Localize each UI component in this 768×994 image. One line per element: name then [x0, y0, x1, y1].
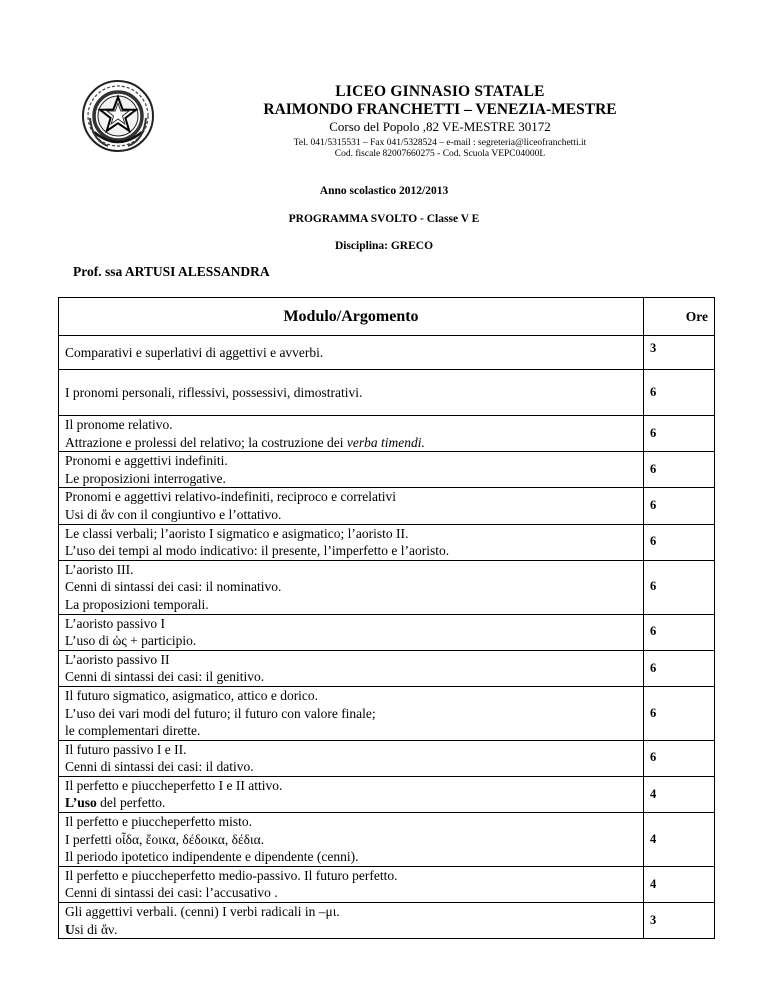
- topic-line: I perfetti οἶδα, ἔοικα, δέδοικα, δέδια.: [65, 831, 265, 847]
- hours-cell: 4: [644, 813, 715, 867]
- topic-cell: [59, 336, 644, 370]
- topic-line: L’aoristo passivo I: [65, 615, 165, 631]
- topic-line: I pronomi personali, riflessivi, possessivi, dimostrativi.: [65, 384, 363, 400]
- topic-cell: [59, 488, 644, 524]
- table-row: [59, 524, 715, 560]
- topic-line: Attrazione e prolessi del relativo; la costruzione dei verba timendi.: [65, 434, 425, 450]
- school-year: Anno scolastico 2012/2013: [319, 185, 449, 197]
- table-row: [59, 866, 715, 902]
- table-row: [59, 776, 715, 812]
- topic-cell: [59, 866, 644, 902]
- teacher-name: Prof. ssa ARTUSI ALESSANDRA: [73, 264, 270, 279]
- table-row: [59, 336, 715, 370]
- topic-line: Usi di ἄν con il congiuntivo e l’ottativo.: [65, 506, 282, 522]
- topic-line: Usi di ἄν.: [65, 921, 118, 937]
- topic-line: Gli aggettivi verbali. (cenni) I verbi radicali in –μι.: [65, 904, 340, 920]
- topic-cell: [59, 416, 644, 452]
- topic-line: Il perfetto e piuccheperfetto misto.: [65, 814, 253, 830]
- topic-line: Pronomi e aggettivi relativo-indefiniti, reciproco e correlativi: [65, 489, 397, 505]
- hours-cell: 6: [644, 524, 715, 560]
- program-title: PROGRAMMA SVOLTO - Classe V E: [288, 213, 480, 225]
- topic-line: Comparativi e superlativi di aggettivi e avverbi.: [65, 344, 324, 360]
- table-header-row: [59, 298, 715, 336]
- table-row: [59, 614, 715, 650]
- topic-line: le complementari dirette.: [65, 723, 201, 739]
- topic-line: Il perfetto e piuccheperfetto I e II attivo.: [65, 777, 283, 793]
- topic-cell: [59, 614, 644, 650]
- school-subtitle: RAIMONDO FRANCHETTI – VENEZIA-MESTRE: [263, 101, 617, 118]
- hours-cell: 3: [644, 903, 715, 939]
- topic-cell: [59, 776, 644, 812]
- topic-line: La proposizioni temporali.: [65, 596, 209, 612]
- school-codes: Cod. fiscale 82007660275 - Cod. Scuola VEPC04000L: [334, 149, 546, 159]
- topic-line: Il pronome relativo.: [65, 417, 173, 432]
- table-row: [59, 813, 715, 867]
- table-row: [59, 903, 715, 939]
- topic-cell: [59, 370, 644, 416]
- column-header-hours: Ore: [644, 298, 715, 336]
- topic-line: Il perfetto e piuccheperfetto medio-passivo. Il futuro perfetto.: [65, 867, 398, 883]
- hours-cell: 6: [644, 740, 715, 776]
- topic-line: L’uso del perfetto.: [65, 795, 166, 811]
- school-address: Corso del Popolo ,82 VE-MESTRE 30172: [329, 119, 551, 134]
- topic-cell: [59, 740, 644, 776]
- table-row: [59, 452, 715, 488]
- topic-line: L’uso dei tempi al modo indicativo: il presente, l’imperfetto e l’aoristo.: [65, 543, 450, 559]
- topic-cell: [59, 650, 644, 686]
- topic-cell: [59, 903, 644, 939]
- hours-cell: 6: [644, 488, 715, 524]
- topic-line: Il periodo ipotetico indipendente e dipendente (cenni).: [65, 849, 359, 865]
- topic-line: Cenni di sintassi dei casi: il nominativo.: [65, 579, 282, 595]
- hours-cell: 4: [644, 866, 715, 902]
- italian-republic-emblem-icon: [80, 78, 156, 154]
- topic-cell: [59, 452, 644, 488]
- table-row: [59, 416, 715, 452]
- program-table: [58, 297, 715, 939]
- table-row: [59, 650, 715, 686]
- hours-cell: 6: [644, 416, 715, 452]
- topic-line: Le classi verbali; l’aoristo I sigmatico e asigmatico; l’aoristo II.: [65, 525, 409, 541]
- hours-cell: 6: [644, 452, 715, 488]
- column-header-module: Modulo/Argomento: [59, 298, 644, 336]
- discipline: Disciplina: GRECO: [334, 240, 434, 252]
- topic-cell: [59, 560, 644, 614]
- school-name: LICEO GINNASIO STATALE: [335, 83, 545, 100]
- topic-line: L’aoristo III.: [65, 561, 134, 577]
- school-contacts: Tel. 041/5315531 – Fax 041/5328524 – e-mail : segreteria@liceofranchetti.it: [293, 138, 587, 148]
- topic-cell: [59, 813, 644, 867]
- hours-cell: 6: [644, 650, 715, 686]
- topic-line: L’uso di ὡς + participio.: [65, 633, 197, 649]
- topic-line: Cenni di sintassi dei casi: l’accusativo .: [65, 885, 278, 901]
- topic-line: Le proposizioni interrogative.: [65, 470, 226, 486]
- table-row: [59, 740, 715, 776]
- topic-line: Cenni di sintassi dei casi: il dativo.: [65, 759, 254, 775]
- hours-cell: 6: [644, 370, 715, 416]
- topic-line: Il futuro passivo I e II.: [65, 741, 187, 757]
- hours-cell: 6: [644, 686, 715, 740]
- hours-cell: 4: [644, 776, 715, 812]
- table-row: [59, 560, 715, 614]
- hours-cell: 6: [644, 560, 715, 614]
- topic-line: Il futuro sigmatico, asigmatico, attico e dorico.: [65, 687, 319, 703]
- table-row: [59, 370, 715, 416]
- topic-cell: [59, 524, 644, 560]
- table-row: [59, 686, 715, 740]
- topic-line: Cenni di sintassi dei casi: il genitivo.: [65, 669, 265, 685]
- hours-cell: 3: [644, 336, 715, 370]
- topic-line: Pronomi e aggettivi indefiniti.: [65, 453, 228, 469]
- topic-cell: [59, 686, 644, 740]
- table-row: [59, 488, 715, 524]
- topic-line: L’aoristo passivo II: [65, 651, 170, 667]
- topic-line: L’uso dei vari modi del futuro; il futuro con valore finale;: [65, 705, 376, 721]
- hours-cell: 6: [644, 614, 715, 650]
